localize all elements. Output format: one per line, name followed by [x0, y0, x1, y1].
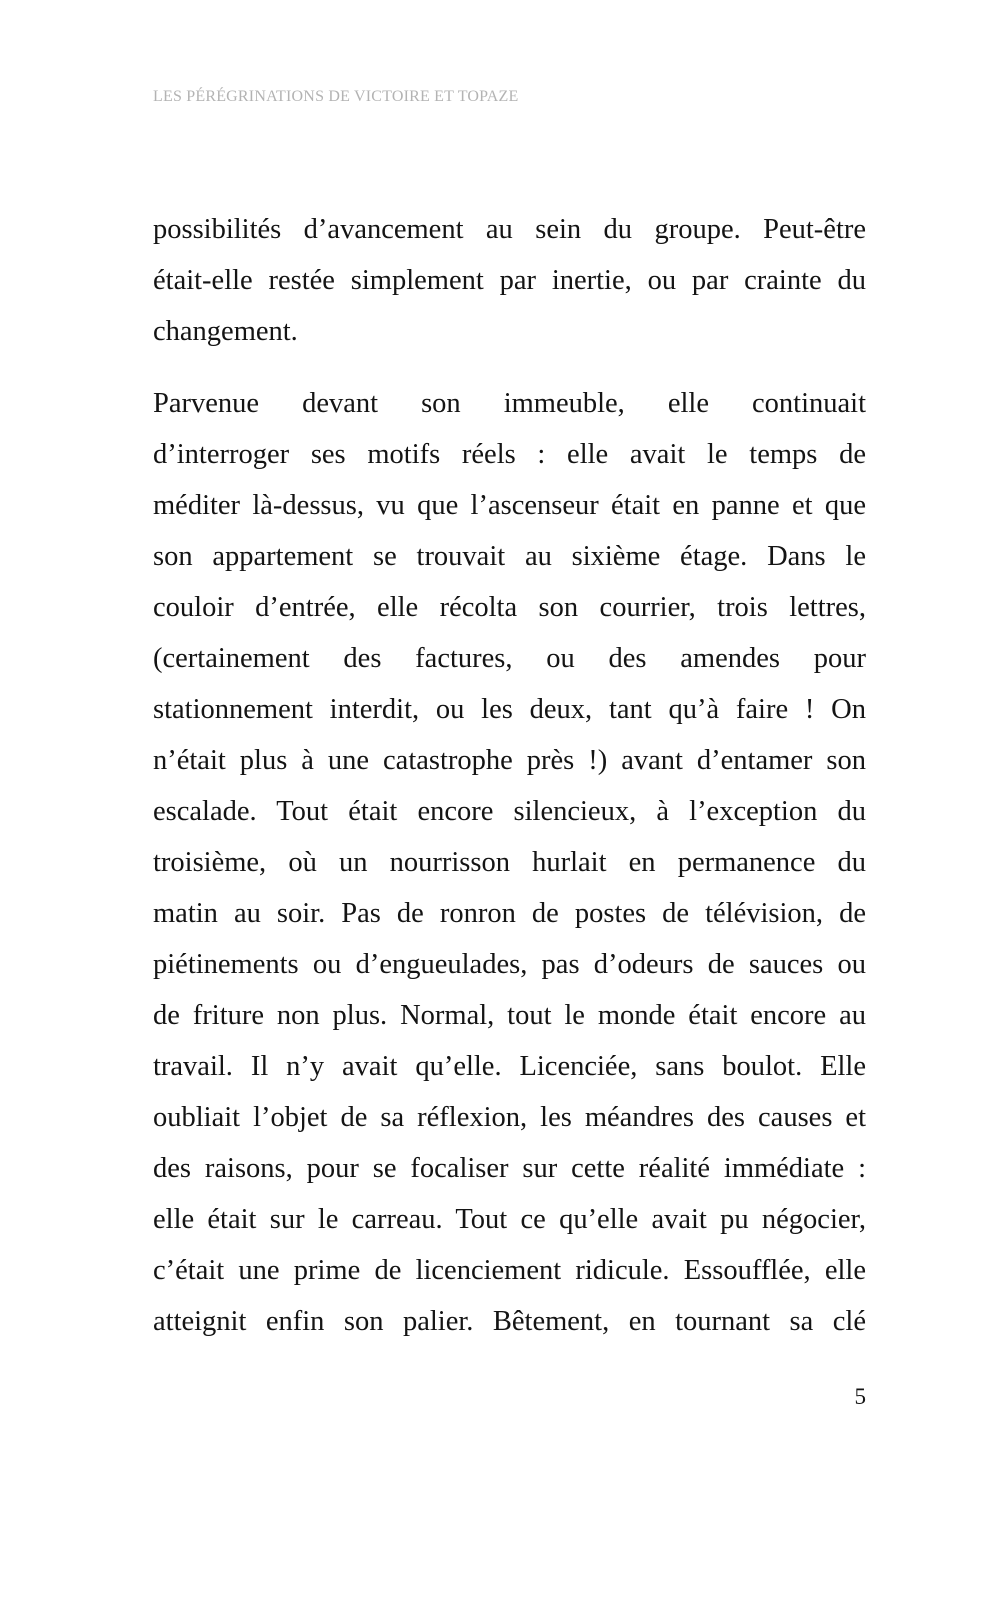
text-line: travail. Il n’y avait qu’elle. Licenciée, sans boulot. Elle: [153, 1051, 866, 1082]
text-line: son appartement se trouvait au sixième étage. Dans le: [153, 541, 866, 572]
text-line: elle était sur le carreau. Tout ce qu’elle avait pu négocier,: [153, 1204, 866, 1235]
text-line: (certainement des factures, ou des amendes pour: [153, 643, 866, 674]
text-line: atteignit enfin son palier. Bêtement, en tournant sa clé: [153, 1306, 866, 1337]
text-line: matin au soir. Pas de ronron de postes de télévision, de: [153, 898, 866, 929]
text-line: méditer là-dessus, vu que l’ascenseur était en panne et que: [153, 490, 866, 521]
text-line: troisième, où un nourrisson hurlait en permanence du: [153, 847, 866, 878]
text-line: stationnement interdit, ou les deux, tant qu’à faire ! On: [153, 694, 866, 725]
text-line: piétinements ou d’engueulades, pas d’odeurs de sauces ou: [153, 949, 866, 980]
text-line: oubliait l’objet de sa réflexion, les méandres des causes et: [153, 1102, 866, 1133]
text-line: des raisons, pour se focaliser sur cette réalité immédiate :: [153, 1153, 866, 1184]
body-text: [153, 204, 866, 1347]
text-line: couloir d’entrée, elle récolta son courrier, trois lettres,: [153, 592, 866, 623]
text-line: c’était une prime de licenciement ridicule. Essoufflée, elle: [153, 1255, 866, 1286]
text-line: était-elle restée simplement par inertie, ou par crainte du: [153, 265, 866, 296]
text-line: Parvenue devant son immeuble, elle continuait: [153, 388, 866, 419]
running-header: LES PÉRÉGRINATIONS DE VICTOIRE ET TOPAZE: [153, 88, 519, 105]
page-number: 5: [854, 1384, 866, 1409]
paragraph-1: [153, 204, 866, 357]
text-line: escalade. Tout était encore silencieux, à l’exception du: [153, 796, 866, 827]
text-line: de friture non plus. Normal, tout le monde était encore au: [153, 1000, 866, 1031]
text-line: d’interroger ses motifs réels : elle avait le temps de: [153, 439, 866, 470]
paragraph-2: [153, 378, 866, 1347]
text-line: possibilités d’avancement au sein du groupe. Peut-être: [153, 214, 866, 245]
text-line: n’était plus à une catastrophe près !) avant d’entamer son: [153, 745, 866, 776]
text-line: changement.: [153, 316, 298, 347]
